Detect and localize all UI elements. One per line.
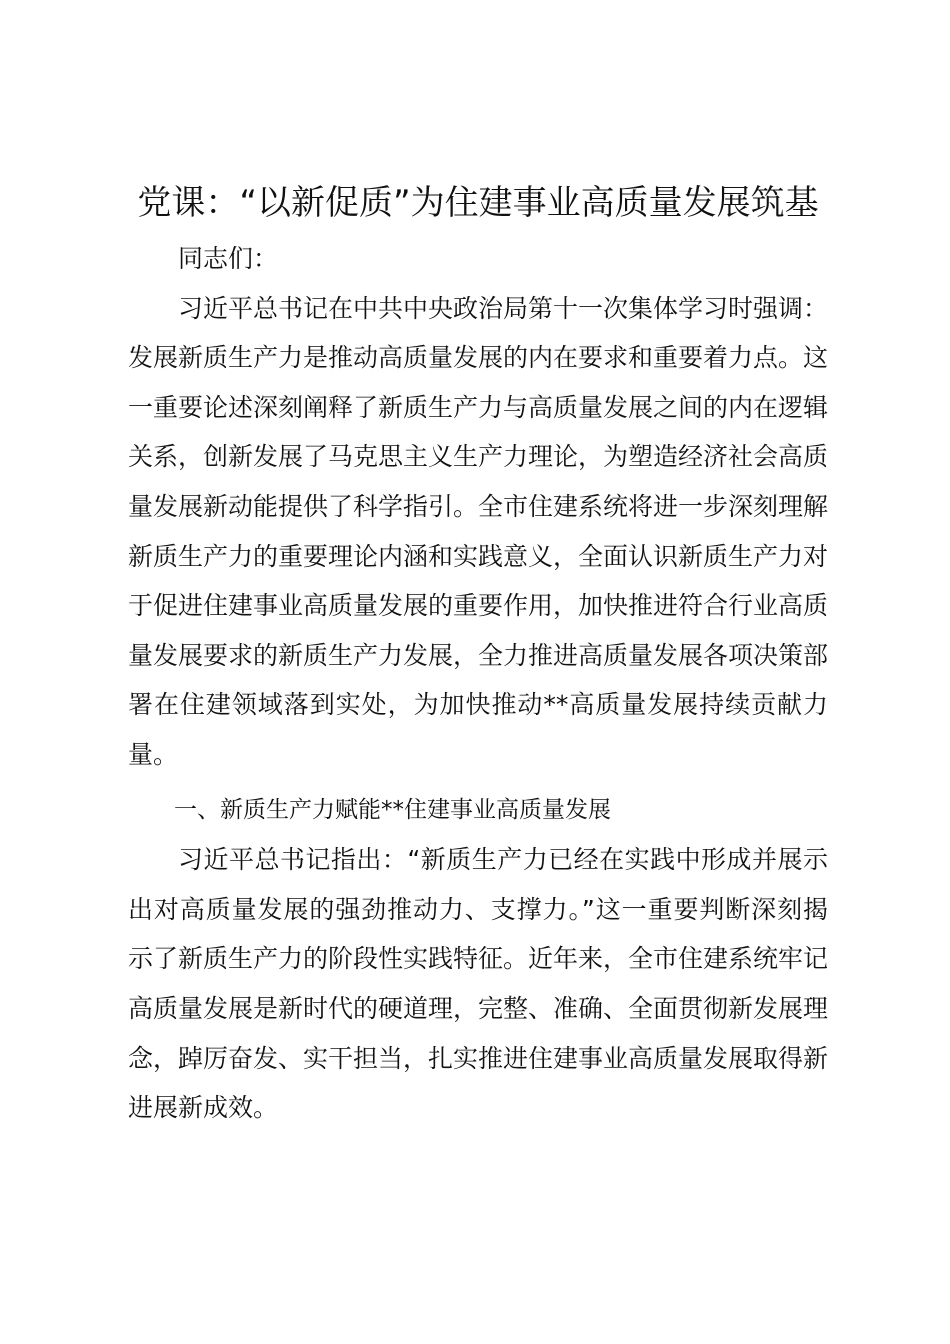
body-paragraph-1: 习近平总书记在中共中央政治局第十一次集体学习时强调：发展新质生产力是推动高质量发展的内在要求和重要着力点。这一重要论述深刻阐释了新质生产力与高质量发展之间的内在逻辑关系，创新发展了马克思主义生产力理论，为塑造经济社会高质量发展新动能提供了科学指引。全市住建系统将进一步深刻理解新质生产力的重要理论内涵和实践意义，全面认识新质生产力对于促进住建事业高质量发展的重要作用，加快推进符合行业高质量发展要求的新质生产力发展，全力推进高质量发展各项决策部署在住建领域落到实处，为加快推动**高质量发展持续贡献力量。 bbox=[128, 293, 829, 769]
document-page bbox=[128, 178, 828, 1133]
section-paragraph-1: 习近平总书记指出：“新质生产力已经在实践中形成并展示出对高质量发展的强劲推动力、支撑力。”这一重要判断深刻揭示了新质生产力的阶段性实践特征。近年来，全市住建系统牢记高质量发展是新时代的硬道理，完整、准确、全面贯彻新发展理念，踔厉奋发、实干担当，扎实推进住建事业高质量发展取得新进展新成效。 bbox=[128, 845, 829, 1123]
section-heading-1: 一、新质生产力赋能**住建事业高质量发展 bbox=[174, 796, 611, 823]
document-title: 党课：“以新促质”为住建事业高质量发展筑基 bbox=[137, 183, 819, 223]
salutation: 同志们： bbox=[178, 244, 279, 273]
